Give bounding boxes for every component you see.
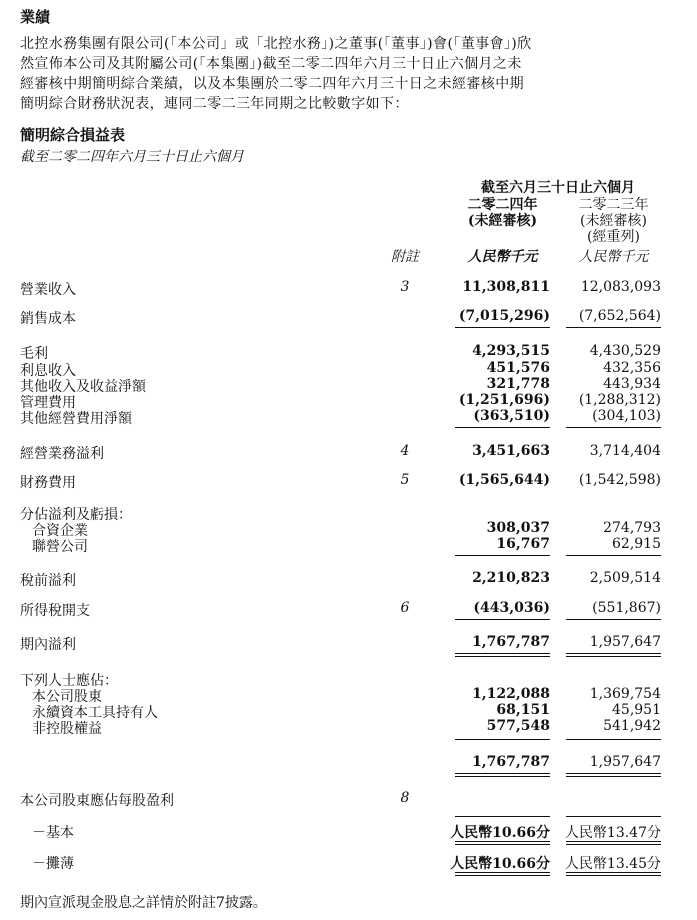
row-label: 分佔溢利及虧損： (20, 507, 132, 523)
row-label: 其他收入及收益淨額 (20, 379, 146, 395)
row-label: 合資企業 (32, 523, 88, 539)
row-label: 利息收入 (20, 363, 76, 379)
value-2024: (1,565,644) (458, 472, 550, 488)
row-note: 5 (400, 472, 410, 488)
total-double-rule (566, 653, 661, 657)
subtotal-rule (455, 739, 550, 740)
row-note: 8 (400, 790, 410, 806)
value-2023: 1,369,754 (589, 686, 661, 702)
row-label: 本公司股東 (32, 689, 102, 705)
value-2024: 308,037 (486, 520, 550, 536)
row-label: －攤薄 (32, 856, 74, 872)
value-2023: 2,509,514 (589, 570, 661, 586)
row-label: 下列人士應佔： (20, 673, 118, 689)
subtotal-rule (455, 619, 550, 620)
value-2024: (1,251,696) (458, 392, 550, 408)
value-2023: 人民幣13.47分 (564, 825, 661, 841)
row-label: 稅前溢利 (20, 573, 76, 589)
statement-title: 簡明綜合損益表 (20, 126, 126, 144)
row-label: 非控股權益 (32, 721, 102, 737)
row-label: 本公司股東應佔每股盈利 (20, 793, 174, 809)
total-double-rule (566, 872, 661, 876)
value-2024: (443,036) (473, 600, 550, 616)
row-label: 經營業務溢利 (20, 446, 104, 462)
subtotal-rule (566, 555, 661, 556)
value-2024: (7,015,296) (458, 308, 550, 324)
year-2024-header: 二零二四年 (467, 197, 538, 213)
total-double-rule (566, 841, 661, 845)
intro-line: 經審核中期簡明綜合業績，以及本集團於二零二四年六月三十日之未經審核中期 (20, 76, 524, 92)
value-2024: 4,293,515 (472, 343, 550, 359)
value-2023: 432,356 (603, 360, 661, 376)
value-2023: 274,793 (603, 520, 661, 536)
total-double-rule (455, 841, 550, 845)
value-2024: 577,548 (486, 718, 550, 734)
intro-line: 然宣佈本公司及其附屬公司(「本集團」)截至二零二四年六月三十日止六個月之未 (20, 56, 522, 72)
value-2023: (551,867) (592, 600, 661, 616)
intro-line: 北控水務集團有限公司(「本公司」或「北控水務」)之董事(「董事」)會(「董事會」)欣 (20, 36, 532, 52)
row-label: 銷售成本 (20, 311, 76, 327)
currency-2024-header: 人民幣千元 (467, 249, 538, 265)
year-2023-restated: (經重列) (587, 229, 640, 245)
statement-period: 截至二零二四年六月三十日止六個月 (20, 149, 244, 165)
value-2023: (304,103) (592, 408, 661, 424)
dividend-footnote: 期內宣派現金股息之詳情於附註7披露。 (20, 895, 267, 911)
row-label: 管理費用 (20, 395, 76, 411)
value-2023: 541,942 (603, 718, 661, 734)
row-label: 其他經營費用淨額 (20, 411, 132, 427)
subtotal-rule (566, 427, 661, 428)
row-label: 毛利 (20, 346, 48, 362)
subtotal-rule (455, 327, 550, 328)
value-2024: 1,122,088 (472, 686, 550, 702)
row-label: 聯營公司 (32, 539, 88, 555)
period-header: 截至六月三十日止六個月 (481, 180, 635, 196)
value-2023: 62,915 (612, 536, 661, 552)
subtotal-rule (566, 739, 661, 740)
value-2023: (7,652,564) (578, 308, 661, 324)
subtotal-rule (455, 555, 550, 556)
year-2024-status: (未經審核) (467, 213, 538, 229)
value-2023: 人民幣13.45分 (564, 856, 661, 872)
value-2023: 443,934 (603, 376, 661, 392)
subtotal-rule (566, 619, 661, 620)
row-label: 營業收入 (20, 282, 76, 298)
value-2024: 人民幣10.66分 (450, 825, 550, 841)
value-2024: 1,767,787 (472, 754, 550, 770)
total-double-rule (455, 653, 550, 657)
value-2023: 1,957,647 (589, 634, 661, 650)
value-2024: 16,767 (496, 536, 550, 552)
value-2024: 人民幣10.66分 (450, 856, 550, 872)
value-2023: 4,430,529 (589, 343, 661, 359)
row-label: －基本 (32, 825, 74, 841)
value-2024: (363,510) (473, 408, 550, 424)
subtotal-rule (455, 427, 550, 428)
eps-box-top (455, 816, 550, 817)
value-2024: 2,210,823 (472, 570, 550, 586)
notes-header: 附註 (391, 249, 419, 265)
subtotal-rule (566, 327, 661, 328)
value-2024: 11,308,811 (462, 279, 550, 295)
row-label: 期內溢利 (20, 637, 76, 653)
value-2023: (1,288,312) (578, 392, 661, 408)
value-2023: (1,542,598) (578, 472, 661, 488)
row-note: 4 (400, 443, 410, 459)
value-2024: 451,576 (486, 360, 550, 376)
value-2023: 1,957,647 (589, 754, 661, 770)
eps-box-top (566, 816, 661, 817)
row-note: 3 (400, 279, 410, 295)
row-label: 永續資本工具持有人 (32, 705, 158, 721)
value-2024: 321,778 (486, 376, 550, 392)
value-2023: 3,714,404 (589, 443, 661, 459)
value-2023: 12,083,093 (580, 279, 661, 295)
intro-line: 簡明綜合財務狀況表，連同二零二三年同期之比較數字如下： (20, 96, 409, 112)
row-note: 6 (400, 600, 410, 616)
total-double-rule (455, 872, 550, 876)
total-double-rule (566, 773, 661, 777)
value-2023: 45,951 (612, 702, 661, 718)
value-2024: 1,767,787 (472, 634, 550, 650)
currency-2023-header: 人民幣千元 (578, 249, 649, 265)
total-double-rule (455, 773, 550, 777)
row-label: 所得稅開支 (20, 603, 90, 619)
year-2023-status: (未經審核) (580, 213, 647, 229)
year-2023-header: 二零二三年 (578, 197, 649, 213)
intro-paragraph (20, 34, 680, 114)
value-2024: 68,151 (496, 702, 550, 718)
value-2024: 3,451,663 (472, 443, 550, 459)
row-label: 財務費用 (20, 475, 76, 491)
section-heading: 業績 (20, 8, 51, 26)
